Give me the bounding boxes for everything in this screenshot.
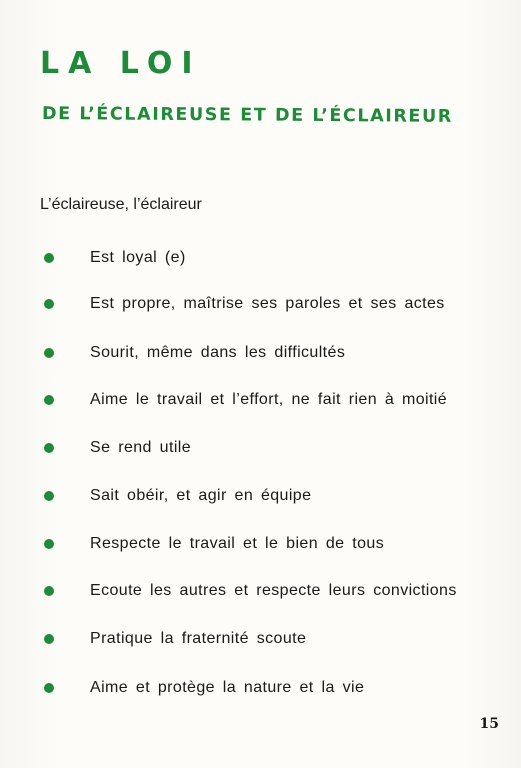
law-text: Pratique la fraternité scoute <box>90 630 307 647</box>
law-text: Respecte le travail et le bien de tous <box>90 535 385 552</box>
page-title: LA LOI <box>40 46 202 81</box>
law-text: Aime et protège la nature et la vie <box>90 679 365 696</box>
law-text: Se rend utile <box>90 439 192 456</box>
intro-line: L’éclaireuse, l’éclaireur <box>40 196 202 213</box>
law-text: Ecoute les autres et respecte leurs convictions <box>90 582 457 599</box>
green-dot-icon <box>44 634 54 644</box>
green-dot-icon <box>44 299 54 309</box>
law-text: Est propre, maîtrise ses paroles et ses actes <box>90 295 445 312</box>
law-text: Sourit, même dans les difficultés <box>90 344 346 361</box>
green-dot-icon <box>44 348 54 358</box>
green-dot-icon <box>44 395 54 405</box>
green-dot-icon <box>44 443 54 453</box>
law-text: Est loyal (e) <box>90 249 186 266</box>
green-dot-icon <box>44 586 54 596</box>
page-subtitle: DE L’ÉCLAIREUSE ET DE L’ÉCLAIREUR <box>41 104 453 127</box>
green-dot-icon <box>44 253 54 263</box>
page-number: 15 <box>479 716 499 732</box>
green-dot-icon <box>44 491 54 501</box>
green-dot-icon <box>44 539 54 549</box>
law-text: Aime le travail et l’effort, ne fait rien à moitié <box>90 391 448 408</box>
green-dot-icon <box>44 683 54 693</box>
law-text: Sait obéir, et agir en équipe <box>90 487 312 504</box>
